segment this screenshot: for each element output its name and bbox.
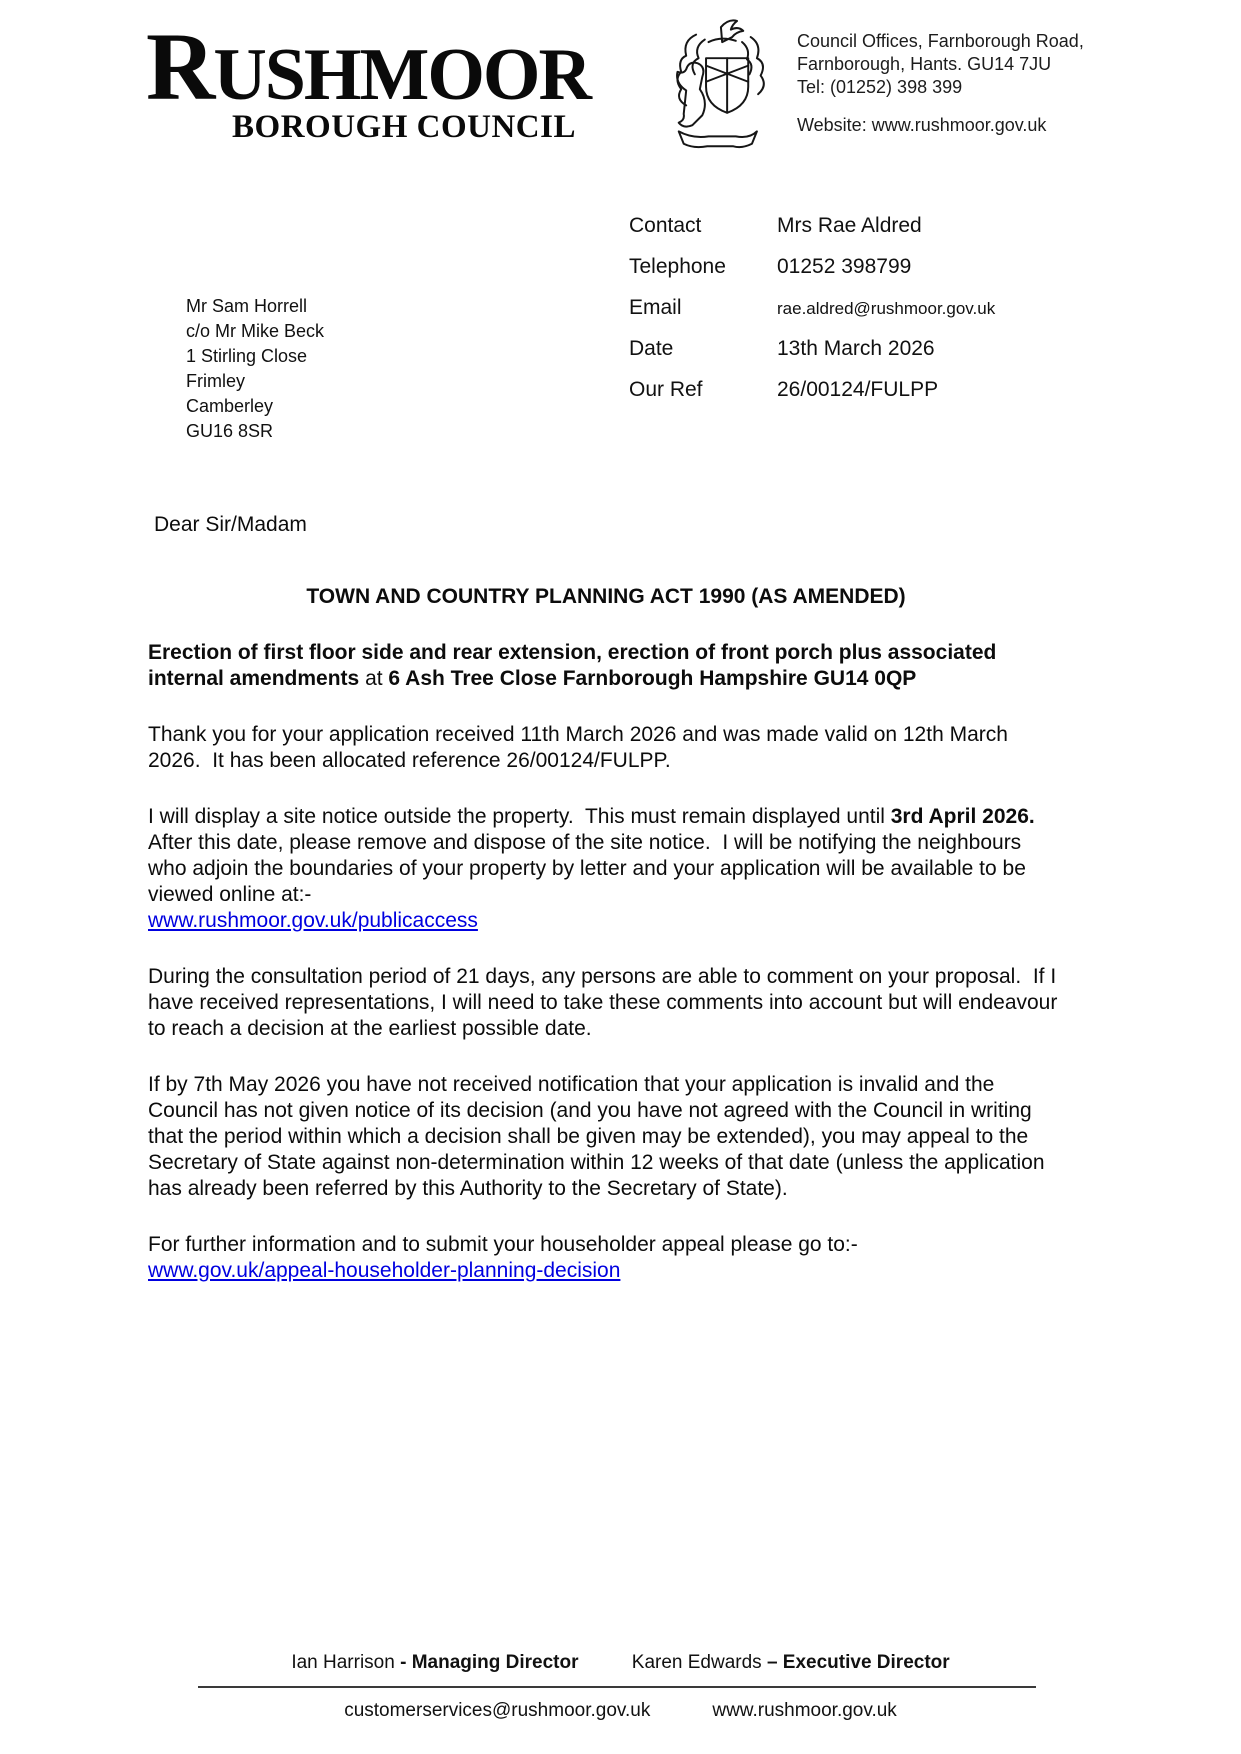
paragraph-consultation: During the consultation period of 21 days, any persons are able to comment on your proposal. If I have received representations, I will need to take these comments into account but will endeavour to reach a decision at the earliest possible date. [148, 965, 1064, 1040]
council-logo [146, 13, 590, 145]
meta-value-contact: Mrs Rae Aldred [777, 214, 922, 237]
director-1-name: Ian Harrison [291, 1652, 395, 1673]
logo-wordmark [146, 13, 590, 120]
letter-meta-block [629, 214, 995, 419]
recipient-line: Camberley [186, 396, 274, 416]
director-2-name: Karen Edwards [631, 1652, 762, 1673]
subject-site-address: 6 Ash Tree Close Farnborough Hampshire GU14 0QP [388, 667, 917, 690]
logo-subtitle: BOROUGH COUNCIL [232, 109, 576, 145]
recipient-address-block [186, 294, 324, 444]
meta-value-our-ref: 26/00124/FULPP [777, 378, 939, 401]
public-access-link[interactable]: www.rushmoor.gov.uk/publicaccess [148, 909, 478, 932]
paragraph-site-notice [148, 804, 1064, 934]
council-address-line: Council Offices, Farnborough Road, [797, 31, 1084, 51]
letter-body [148, 512, 1064, 1284]
paragraph-acknowledgement: Thank you for your application received 11th March 2026 and was made valid on 12th March 2026. It has been allocated reference 26/00124/FULPP. [148, 723, 1014, 772]
subject-description: Erection of first floor side and rear extension, erection of front porch plus associated internal amendments [148, 641, 1003, 690]
footer-website: www.rushmoor.gov.uk [712, 1700, 897, 1721]
meta-value-email: rae.aldred@rushmoor.gov.uk [777, 299, 996, 318]
recipient-line: 1 Stirling Close [186, 346, 308, 366]
subject-connector: at [359, 667, 389, 690]
director-1-title: - Managing Director [394, 1652, 579, 1673]
footer-contacts-line [0, 1700, 1241, 1722]
council-address-line: Farnborough, Hants. GU14 7JU [797, 54, 1052, 74]
meta-value-date: 13th March 2026 [777, 337, 935, 360]
logo-initial: R [146, 13, 214, 120]
site-notice-deadline: 3rd April 2026. [890, 805, 1035, 828]
appeal-link[interactable]: www.gov.uk/appeal-householder-planning-decision [148, 1259, 621, 1282]
council-phone-line: Tel: (01252) 398 399 [797, 77, 963, 97]
footer-email: customerservices@rushmoor.gov.uk [344, 1700, 651, 1721]
paragraph-non-determination: If by 7th May 2026 you have not received notification that your application is invalid and the Council has not given notice of its decision (and you have not agreed with the Council in writing that the period within which a decision shall be given may be extended), you may appeal to the Secretary of State against non-determination within 12 weeks of that date (unless the application has already been referred by this Authority to the Secretary of State). [148, 1073, 1051, 1200]
meta-row-contact [629, 214, 995, 255]
footer-directors-line [0, 1652, 1241, 1674]
meta-row-date [629, 337, 995, 378]
site-notice-text-post: After this date, please remove and dispose of the site notice. I will be notifying the neighbours who adjoin the boundaries of your property by letter and your application will be available to be viewed online at:- [148, 805, 1052, 906]
appeal-info-text: For further information and to submit your householder appeal please go to:- [148, 1233, 858, 1256]
logo-wordmark-rest: USHMOOR [213, 34, 590, 116]
meta-label: Contact [629, 214, 702, 237]
paragraph-appeal-info [148, 1232, 1064, 1284]
salutation: Dear Sir/Madam [154, 513, 307, 536]
meta-label: Date [629, 337, 674, 360]
footer-divider [198, 1686, 1036, 1688]
council-website-line: Website: www.rushmoor.gov.uk [797, 115, 1047, 135]
recipient-line: GU16 8SR [186, 421, 274, 441]
act-title: TOWN AND COUNTRY PLANNING ACT 1990 (AS AMENDED) [306, 585, 906, 608]
meta-row-email [629, 296, 995, 337]
meta-row-our-ref [629, 378, 995, 419]
site-notice-text-pre: I will display a site notice outside the property. This must remain displayed until [148, 805, 891, 828]
meta-label: Telephone [629, 255, 726, 278]
council-address-block [797, 30, 1084, 137]
meta-row-telephone [629, 255, 995, 296]
coat-of-arms-crest-icon [648, 16, 774, 150]
recipient-line: Mr Sam Horrell [186, 296, 308, 316]
meta-value-telephone: 01252 398799 [777, 255, 912, 278]
recipient-line: c/o Mr Mike Beck [186, 321, 325, 341]
director-2-title: – Executive Director [761, 1652, 950, 1673]
meta-label: Our Ref [629, 378, 703, 401]
recipient-line: Frimley [186, 371, 245, 391]
application-subject [148, 640, 1064, 692]
meta-label: Email [629, 296, 682, 319]
director-2 [632, 1652, 950, 1674]
director-1 [291, 1652, 578, 1674]
